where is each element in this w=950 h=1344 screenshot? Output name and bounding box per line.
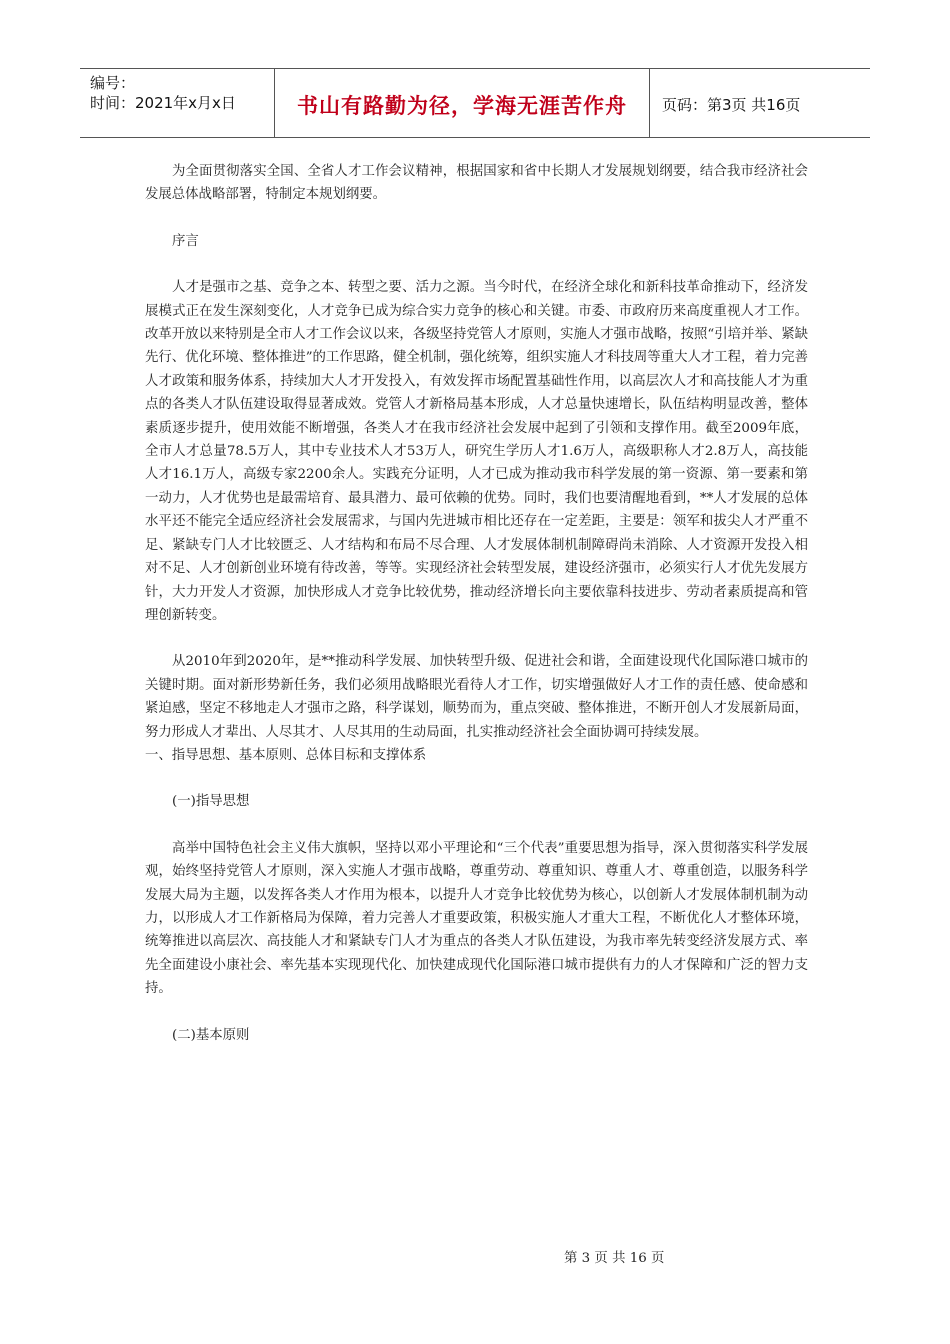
intro-paragraph: 为全面贯彻落实全国、全省人才工作会议精神，根据国家和省中长期人才发展规划纲要，结合我市经济社会发展总体战略部署，特制定本规划纲要。 bbox=[145, 164, 808, 203]
preface-heading: 序言 bbox=[172, 233, 199, 249]
body-paragraph-2: 从2010年到2020年，是**推动科学发展、加快转型升级、促进社会和谐，全面建设现代化国际港口城市的关键时期。面对新形势新任务，我们必须用战略眼光看待人才工作，切实增强做好人才工作的责任感、使命感和紧迫感，坚定不移地走人才强市之路，科学谋划，顺势而为，重点突破、整体推进，不断开创人才发展新局面，努力形成人才辈出、人尽其才、人尽其用的生动局面，扎实推动经济社会全面协调可持续发展。 bbox=[145, 654, 808, 740]
header-page-label: 页码：第3页 共16页 bbox=[662, 95, 801, 114]
subsection-heading-basic-principles: (二)基本原则 bbox=[172, 1027, 250, 1043]
document-body bbox=[145, 160, 808, 1047]
document-number-label: 编号： bbox=[90, 74, 136, 92]
header-meta bbox=[80, 69, 275, 137]
document-date-label: 时间：2021年x月x日 bbox=[90, 94, 236, 112]
body-paragraph-1: 人才是强市之基、竞争之本、转型之要、活力之源。当今时代，在经济全球化和新科技革命推动下，经济发展模式正在发生深刻变化，人才竞争已成为综合实力竞争的核心和关键。市委、市政府历来高度重视人才工作。改革开放以来特别是全市人才工作会议以来，各级坚持党管人才原则，实施人才强市战略，按照“引培并举、紧缺先行、优化环境、整体推进”的工作思路，健全机制，强化统筹，组织实施人才科技周等重大人才工程，着力完善人才政策和服务体系，持续加大人才开发投入，有效发挥市场配置基础性作用，以高层次人才和高技能人才为重点的各类人才队伍建设取得显著成效。党管人才新格局基本形成，人才总量快速增长，队伍结构明显改善，整体素质逐步提升，使用效能不断增强，各类人才在我市经济社会发展中起到了引领和支撑作用。截至2009年底，全市人才总量78.5万人，其中专业技术人才53万人，研究生学历人才1.6万人，高级职称人才2.8万人，高技能人才16.1万人，高级专家2200余人。实践充分证明，人才已成为推动我市科学发展的第一资源、第一要素和第一动力，人才优势也是最需培育、最具潜力、最可依赖的优势。同时，我们也要清醒地看到，**人才发展的总体水平还不能完全适应经济社会发展需求，与国内先进城市相比还存在一定差距，主要是：领军和拔尖人才严重不足、紧缺专门人才比较匮乏、人才结构和布局不尽合理、人才发展体制机制障碍尚未消除、人才资源开发投入相对不足、人才创新创业环境有待改善，等等。实现经济社会转型发展，建设经济强市，必须实行人才优先发展方针，大力开发人才资源，加快形成人才竞争比较优势，推动经济增长向主要依靠科技进步、劳动者素质提高和管理创新转变。 bbox=[145, 280, 808, 623]
section-heading-1: 一、指导思想、基本原则、总体目标和支撑体系 bbox=[145, 747, 427, 763]
header-motto: 书山有路勤为径，学海无涯苦作舟 bbox=[275, 69, 650, 137]
subsection-heading-guiding-ideology: (一)指导思想 bbox=[172, 794, 250, 810]
body-paragraph-3: 高举中国特色社会主义伟大旗帜，坚持以邓小平理论和“三个代表”重要思想为指导，深入贯彻落实科学发展观，始终坚持党管人才原则，深入实施人才强市战略，尊重劳动、尊重知识、尊重人才、尊重创造，以服务科学发展大局为主题，以发挥各类人才作用为根本，以提升人才竞争比较优势为核心，以创新人才发展体制机制为动力，以形成人才工作新格局为保障，着力完善人才重要政策，积极实施人才重大工程，不断优化人才整体环境，统筹推进以高层次、高技能人才和紧缺专门人才为重点的各类人才队伍建设，为我市率先转变经济发展方式、率先全面建设小康社会、率先基本实现现代化、加快建成现代化国际港口城市提供有力的人才保障和广泛的智力支持。 bbox=[145, 840, 808, 997]
page-header bbox=[80, 68, 870, 138]
footer-page-number: 第 3 页 共 16 页 bbox=[564, 1251, 665, 1266]
